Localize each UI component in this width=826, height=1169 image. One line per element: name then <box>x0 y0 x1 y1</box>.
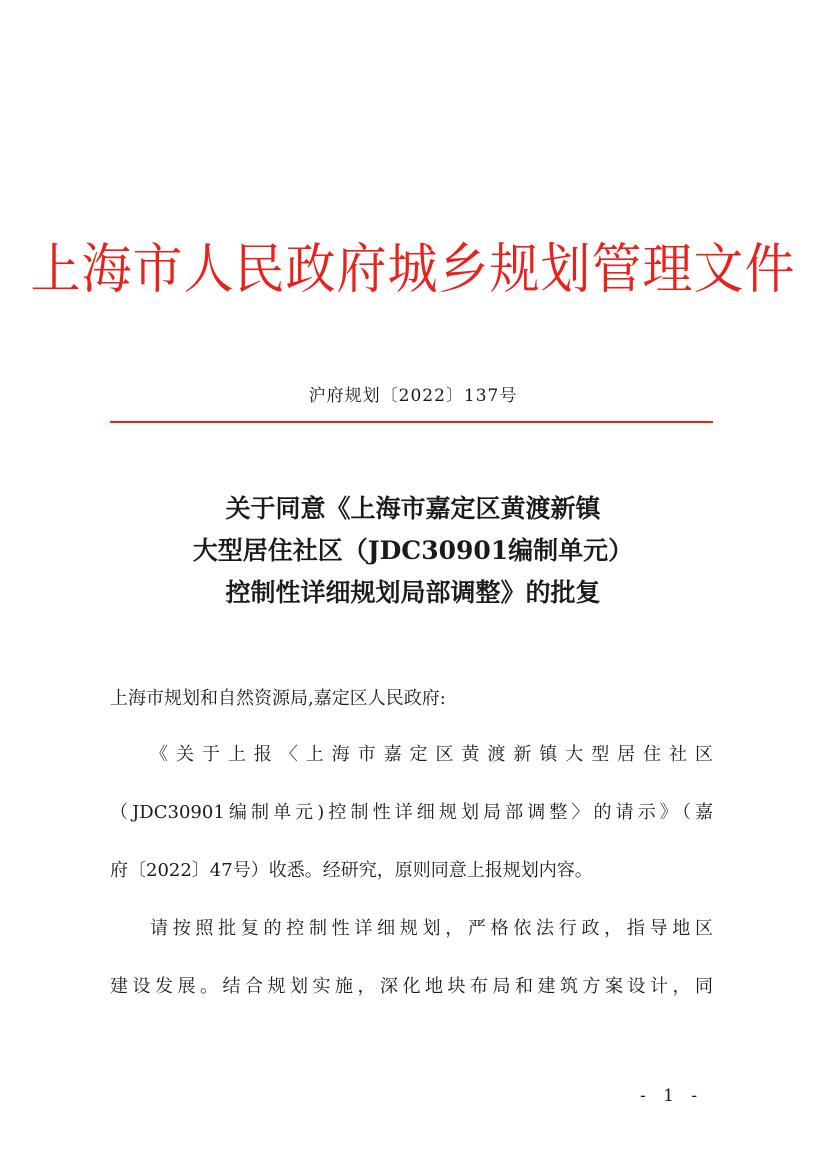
page-number: - 1 - <box>640 1086 704 1106</box>
body-paragraph-1 <box>110 742 713 916</box>
paragraph-line: 建设发展。结合规划实施，深化地块布局和建筑方案设计，同 <box>110 976 713 997</box>
title-line: 大型居住社区（JDC30901编制单元） <box>192 536 634 565</box>
paragraph-line: 请按照批复的控制性详细规划，严格依法行政，指导地区 <box>150 918 713 939</box>
body-paragraph-2 <box>110 916 713 1032</box>
document-number: 沪府规划〔2022〕137号 <box>308 386 518 406</box>
red-divider-line <box>110 421 713 423</box>
title-line: 控制性详细规划局部调整》的批复 <box>225 578 601 607</box>
paragraph-line: （JDC30901编制单元)控制性详细规划局部调整〉的请示》（嘉 <box>110 802 713 823</box>
addressee: 上海市规划和自然资源局,嘉定区人民政府: <box>110 688 446 709</box>
paragraph-line: 《关于上报〈上海市嘉定区黄渡新镇大型居住社区 <box>150 744 713 765</box>
document-header-title: 上海市人民政府城乡规划管理文件 <box>30 237 796 301</box>
paragraph-line: 府〔2022〕47号）收悉。经研究，原则同意上报规划内容。 <box>110 860 593 881</box>
title-line: 关于同意《上海市嘉定区黄渡新镇 <box>225 494 601 523</box>
document-title <box>0 488 826 614</box>
